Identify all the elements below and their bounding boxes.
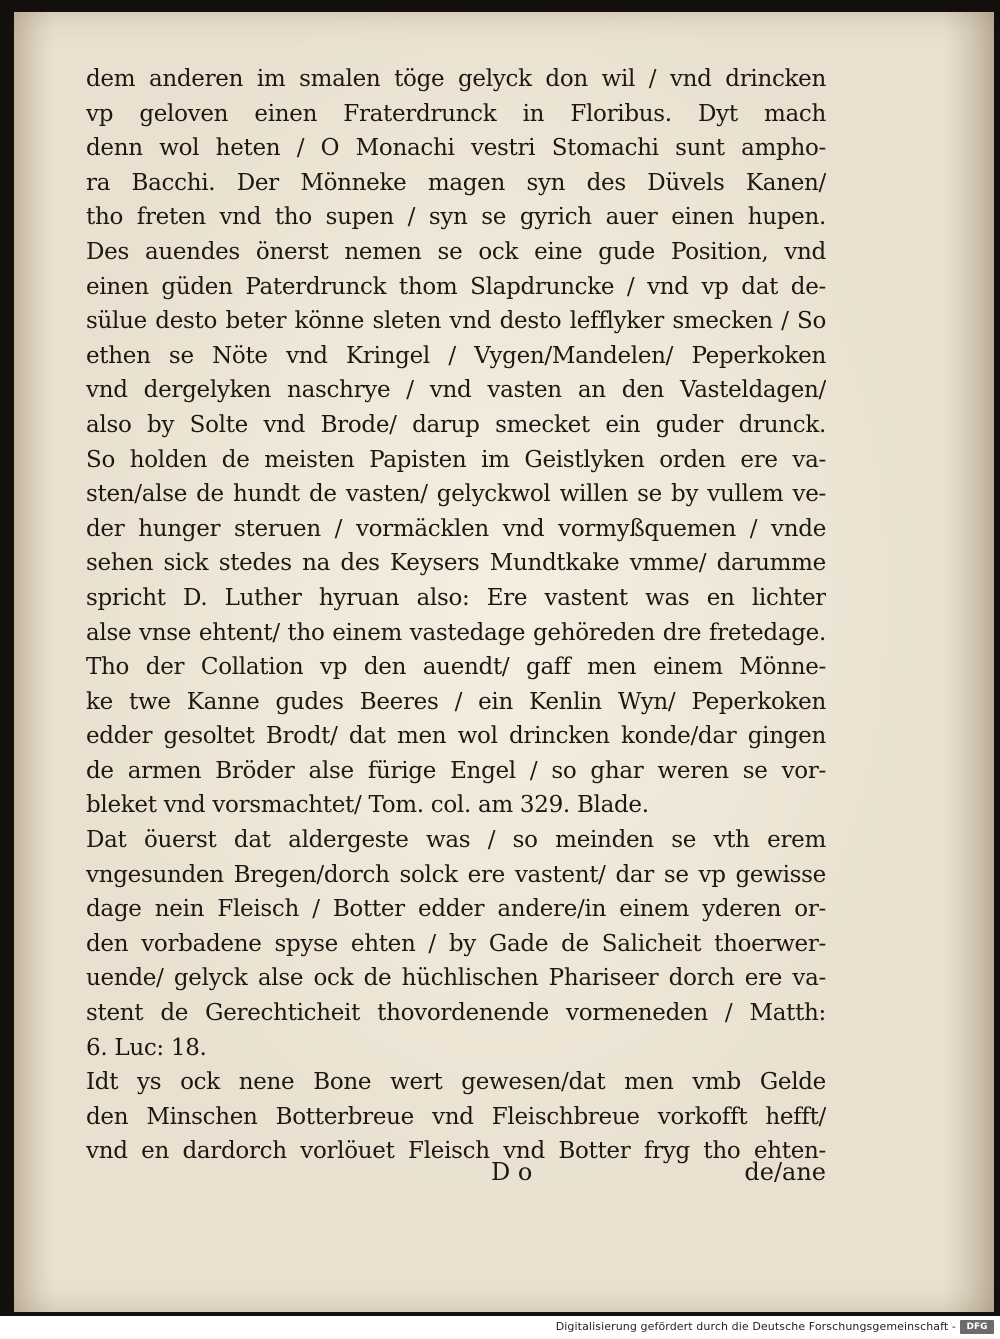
text-line: Dat öuerst dat aldergeste was / so meinden se vth erem: [86, 827, 826, 854]
text-line: sehen sick stedes na des Keysers Mundtkake vmme/ darumme: [86, 550, 826, 577]
text-line: bleket vnd vorsmachtet/ Tom. col. am 329. Blade.: [86, 792, 649, 819]
text-line: 6. Luc: 18.: [86, 1034, 207, 1061]
catchword: de/ane: [744, 1158, 826, 1186]
text-line: sülue desto beter könne sleten vnd desto lefflyker smecken / So: [86, 308, 826, 335]
text-line: So holden de meisten Papisten im Geistlyken orden ere va-: [86, 446, 826, 473]
text-line: spricht D. Luther hyruan also: Ere vastent was en lichter: [86, 584, 826, 611]
text-line: vnd en dardorch vorlöuet Fleisch vnd Botter fryg tho ehten-: [86, 1138, 826, 1165]
text-line: den Minschen Botterbreue vnd Fleischbreue vorkofft hefft/: [86, 1103, 826, 1130]
text-line: einen güden Paterdrunck thom Slapdruncke / vnd vp dat de-: [86, 273, 826, 300]
text-line: der hunger steruen / vormäcklen vnd vormyßquemen / vnde: [86, 515, 826, 542]
text-line: also by Solte vnd Brode/ darup smecket ein guder drunck.: [86, 411, 826, 438]
text-line: sten/alse de hundt de vasten/ gelyckwol willen se by vullem ve-: [86, 481, 826, 508]
text-line: alse vnse ehtent/ tho einem vastedage gehöreden dre fretedage.: [86, 619, 826, 646]
book-page: [14, 12, 994, 1312]
text-line: dage nein Fleisch / Botter edder andere/in einem yderen or-: [86, 896, 826, 923]
text-line: ke twe Kanne gudes Beeres / ein Kenlin Wyn/ Peperkoken: [86, 688, 826, 715]
text-line: denn wol heten / O Monachi vestri Stomachi sunt ampho-: [86, 135, 826, 162]
text-line: tho freten vnd tho supen / syn se gyrich auer einen hupen.: [86, 204, 826, 231]
dfg-logo: DFG: [960, 1320, 994, 1334]
signature-mark: D o: [491, 1158, 533, 1186]
funding-note: Digitalisierung gefördert durch die Deutsche Forschungsgemeinschaft -: [555, 1320, 956, 1333]
text-line: Idt ys ock nene Bone wert gewesen/dat men vmb Gelde: [86, 1069, 826, 1096]
text-line: uende/ gelyck alse ock de hüchlischen Phariseer dorch ere va-: [86, 965, 826, 992]
text-line: Tho der Collation vp den auendt/ gaff men einem Mönne-: [86, 654, 826, 681]
text-line: stent de Gerechticheit thovordenende vormeneden / Matth:: [86, 1000, 826, 1027]
text-line: Des auendes önerst nemen se ock eine gude Position, vnd: [86, 238, 826, 265]
text-line: vngesunden Bregen/dorch solck ere vastent/ dar se vp gewisse: [86, 861, 826, 888]
page-text-body: [86, 62, 826, 1169]
text-line: edder gesoltet Brodt/ dat men wol drincken konde/dar gingen: [86, 723, 826, 750]
text-line: den vorbadene spyse ehten / by Gade de Salicheit thoerwer-: [86, 930, 826, 957]
text-line: de armen Bröder alse fürige Engel / so ghar weren se vor-: [86, 757, 826, 784]
text-line: vp geloven einen Fraterdrunck in Floribus. Dyt mach: [86, 100, 826, 127]
text-line: ethen se Nöte vnd Kringel / Vygen/Mandelen/ Peperkoken: [86, 342, 826, 369]
page-foot: [86, 1158, 826, 1194]
text-line: dem anderen im smalen töge gelyck don wil / vnd drincken: [86, 66, 826, 92]
digitization-footer: [0, 1316, 1000, 1339]
text-line: ra Bacchi. Der Mönneke magen syn des Düvels Kanen/: [86, 169, 826, 196]
text-line: vnd dergelyken naschrye / vnd vasten an den Vasteldagen/: [86, 377, 826, 404]
